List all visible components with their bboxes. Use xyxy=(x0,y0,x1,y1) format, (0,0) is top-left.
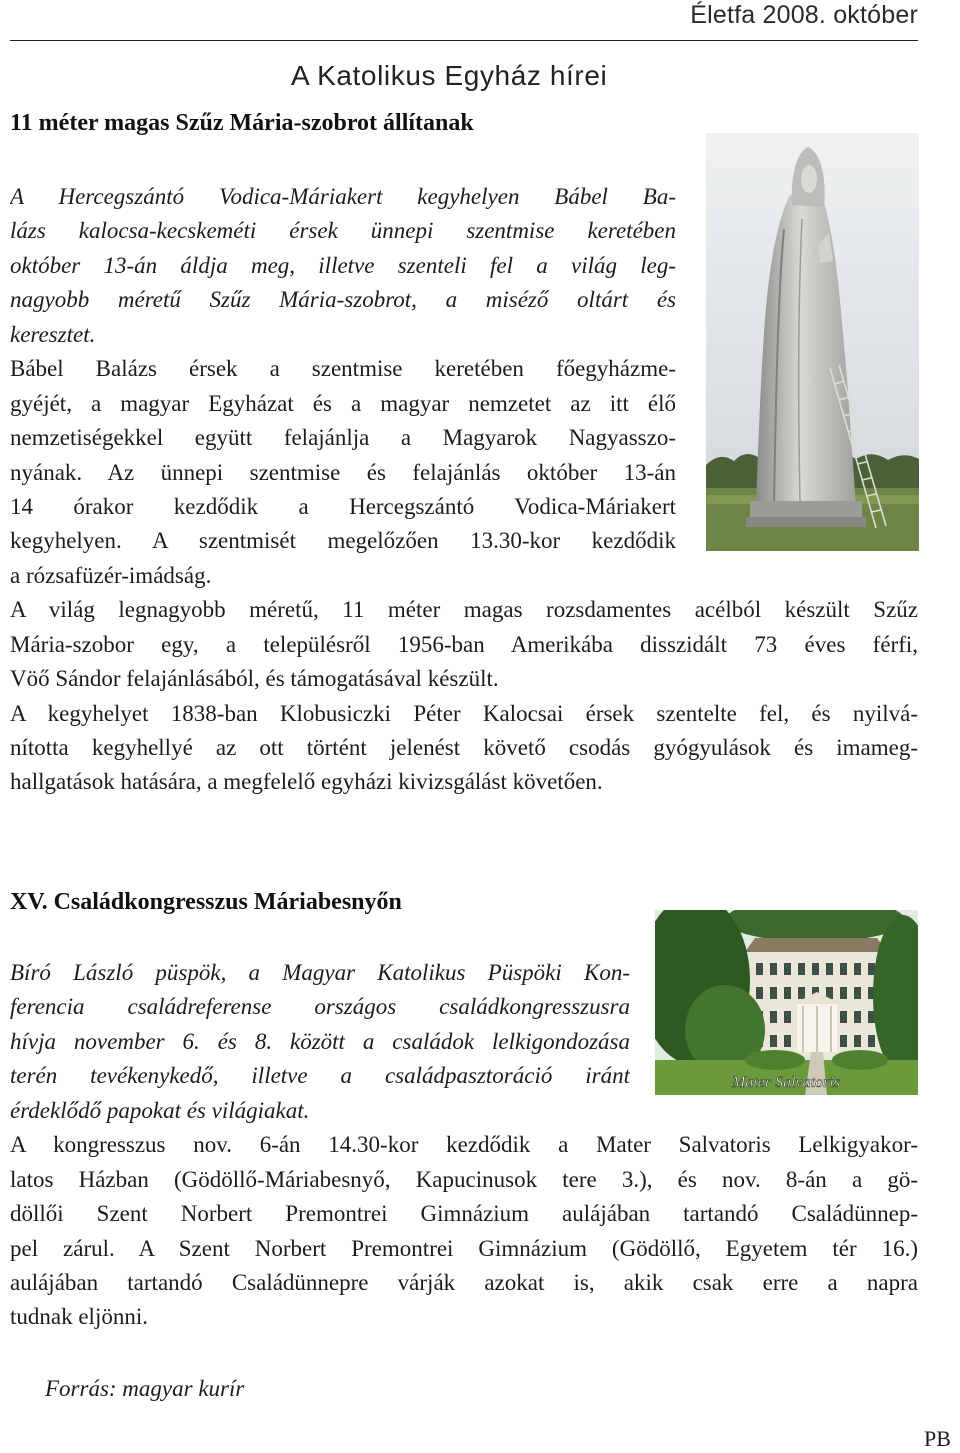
article-1-body xyxy=(10,352,918,800)
text-line: tudnak eljönni. xyxy=(10,1304,148,1330)
text-line: lázs kalocsa-kecskeméti érsek ünnepi szentmise keretében xyxy=(10,218,676,244)
text-line: A kegyhelyet 1838-ban Klobusiczki Péter Kalocsai érsek szentelte fel, és nyilvá- xyxy=(10,700,918,726)
paragraph xyxy=(10,352,918,593)
text-line: hallgatások hatására, a megfelelő egyházi kivizsgálást követően. xyxy=(10,769,603,795)
paragraph xyxy=(10,593,918,696)
text-line: a rózsafüzér-imádság. xyxy=(10,562,212,588)
text-line: A Hercegszántó Vodica-Máriakert kegyhelyen Bábel Ba- xyxy=(10,184,676,209)
section-title: A Katolikus Egyház hírei xyxy=(291,60,608,91)
text-line: nagyobb méretű Szűz Mária-szobrot, a miséző oltárt és xyxy=(10,287,676,313)
text-line: A világ legnagyobb méretű, 11 méter magas rozsdamentes acélból készült Szűz xyxy=(10,597,918,623)
article-2-headline: XV. Családkongresszus Máriabesnyőn xyxy=(10,889,402,915)
text-line: keresztet. xyxy=(10,321,96,347)
article-1-headline: 11 méter magas Szűz Mária-szobrot állítanak xyxy=(10,110,474,136)
header-rule xyxy=(10,40,918,41)
article-2-text xyxy=(10,956,918,1335)
text-line: kegyhelyen. A szentmisét megelőzően 13.30-kor kezdődik xyxy=(10,528,676,554)
text-line: 14 órakor kezdődik a Hercegszántó Vodica-Máriakert xyxy=(10,493,676,519)
text-line: Bíró László püspök, a Magyar Katolikus Püspöki Kon- xyxy=(10,960,630,985)
text-line: A kongresszus nov. 6-án 14.30-kor kezdődik a Mater Salvatoris Lelkigyakor- xyxy=(10,1132,918,1158)
article-1-text xyxy=(10,180,918,800)
paragraph xyxy=(10,697,918,800)
text-line: hívja november 6. és 8. között a családok lelkigondozása xyxy=(10,1028,630,1054)
article-1-lead xyxy=(10,180,918,352)
paragraph xyxy=(10,1128,918,1335)
text-line: pel zárul. A Szent Norbert Premontrei Gimnázium (Gödöllő, Egyetem tér 16.) xyxy=(10,1235,918,1261)
page-mark: PB xyxy=(924,1426,951,1451)
text-line: Vöő Sándor felajánlásából, és támogatásával készült. xyxy=(10,666,499,692)
text-line: Bábel Balázs érsek a szentmise keretében főegyházme- xyxy=(10,356,676,382)
text-line: döllői Szent Norbert Premontrei Gimnázium aulájában tartandó Családünnep- xyxy=(10,1201,918,1227)
text-line: nyának. Az ünnepi szentmise és felajánlás október 13-án xyxy=(10,459,676,485)
issue-label: Életfa 2008. október xyxy=(690,1,918,29)
text-line: érdeklődő papokat és világiakat. xyxy=(10,1097,310,1123)
source-credit: Forrás: magyar kurír xyxy=(45,1376,245,1401)
text-line: Mária-szobor egy, a településről 1956-ban Amerikába disszidált 73 éves férfi, xyxy=(10,631,918,657)
article-2-body xyxy=(10,1128,918,1335)
text-line: nította kegyhellyé az ott történt jelenést követő csodás gyógyulások és imameg- xyxy=(10,735,918,760)
photo-caption: Mater Salvatoris xyxy=(732,1074,840,1091)
text-line: ferencia családreferense országos családkongresszusra xyxy=(10,994,630,1020)
text-line: latos Házban (Gödöllő-Máriabesnyő, Kapucinusok tere 3.), és nov. 8-án a gö- xyxy=(10,1166,918,1192)
text-line: aulájában tartandó Családünnepre várják azokat is, akik csak erre a napra xyxy=(10,1269,918,1295)
text-line: gyéjét, a magyar Egyházat és a magyar nemzetet az itt élő xyxy=(10,390,676,416)
text-line: október 13-án áldja meg, illetve szenteli fel a világ leg- xyxy=(10,252,676,278)
text-line: nemzetiségekkel együtt felajánlja a Magyarok Nagyasszo- xyxy=(10,425,676,451)
article-2-lead xyxy=(10,956,918,1128)
text-line: terén tevékenykedő, illetve a családpasztoráció iránt xyxy=(10,1063,630,1089)
